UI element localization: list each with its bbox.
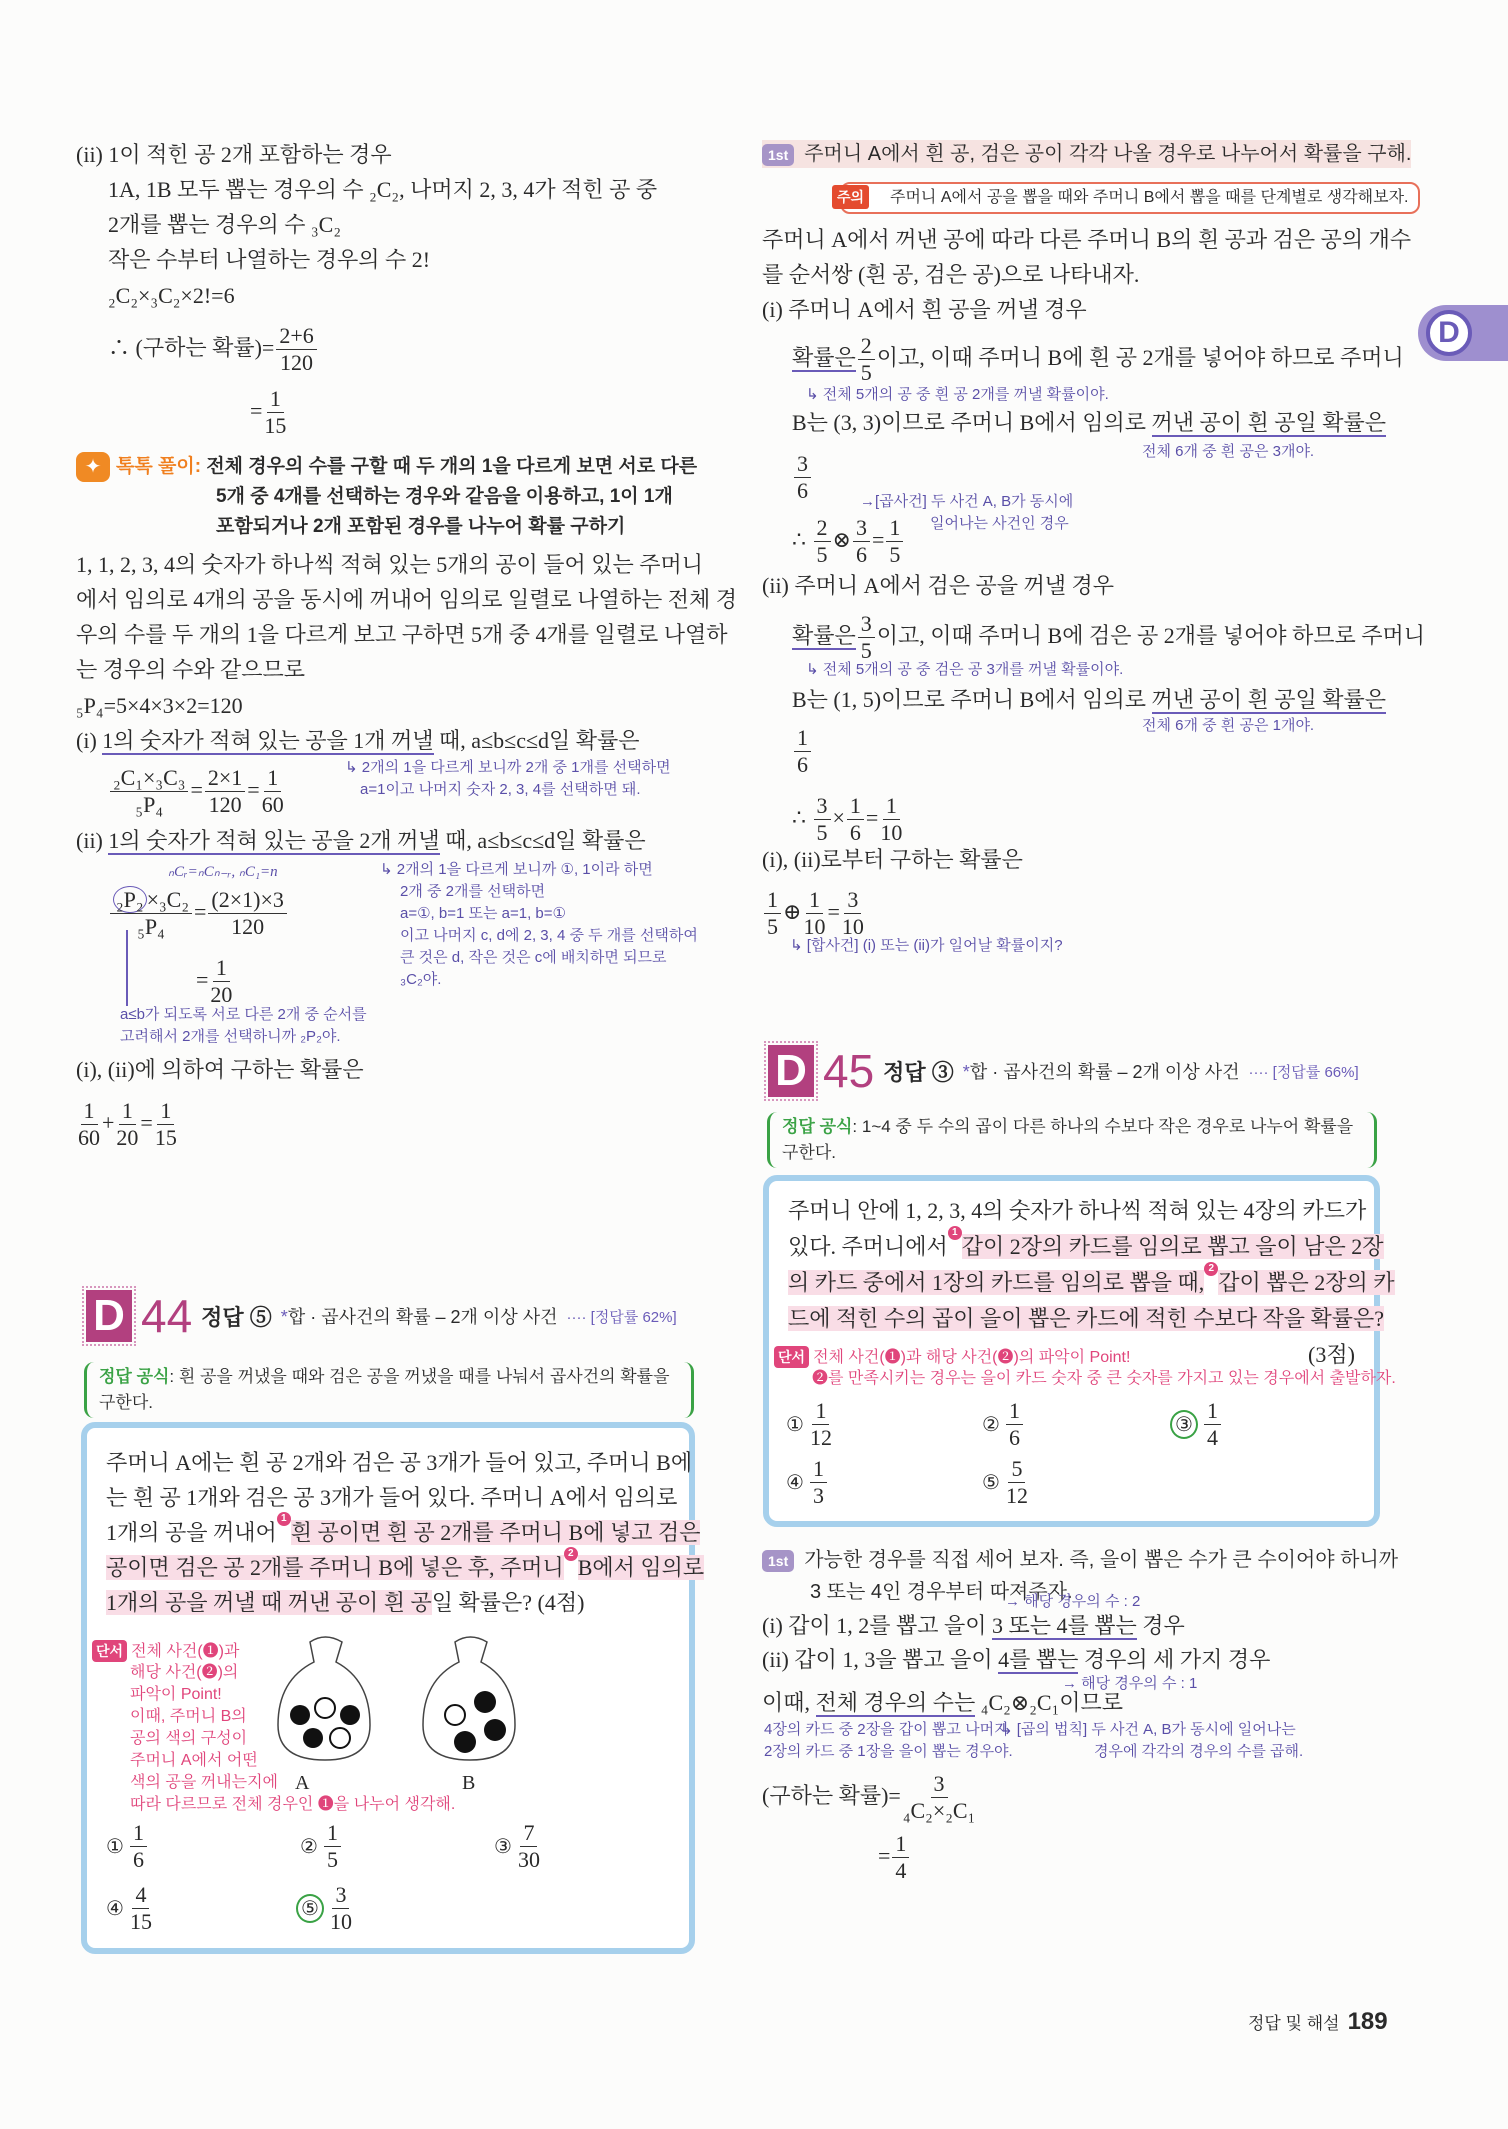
math-line: ₅P₄=5×4×3×2=120 xyxy=(76,693,243,718)
marker-1: 1 xyxy=(277,1512,291,1526)
final-sum: $\frac{1}{5}$ ⊕ $\frac{1}{10}$ = $\frac{3}{10}$ xyxy=(762,884,866,940)
case-ii-line: (ii) 1의 숫자가 적혀 있는 공을 2개 꺼낼 때, a≤b≤c≤d일 확률은 xyxy=(76,828,646,853)
text-line: 1A, 1B 모두 뽑는 경우의 수 ₂C₂, 나머지 2, 3, 4가 적힌 공 중 xyxy=(108,177,658,202)
annotation: 일어나는 사건인 경우 xyxy=(930,515,1069,532)
annotation: 큰 것은 d, 작은 것은 c에 배치하면 되므로 xyxy=(400,949,667,966)
probability-result: = $\frac{1}{15}$ xyxy=(250,386,287,439)
paragraph-line: 우의 수를 두 개의 1을 다르게 보고 구하면 5개 중 4개를 일렬로 나열하 xyxy=(76,622,728,647)
annotation: →[곱사건] 두 사건 A, B가 동시에 xyxy=(860,493,1074,510)
annotation: → 해당 경우의 수 : 1 xyxy=(1062,1675,1198,1692)
choice-5[interactable]: ⑤ 5 12 xyxy=(982,1456,1028,1508)
paragraph-line: 에서 임의로 4개의 공을 동시에 꺼내어 임의로 일렬로 나열하는 전체 경 xyxy=(76,587,738,612)
annotation: ↳ [곱의 법칙] 두 사건 A, B가 동시에 일어나는 xyxy=(1000,1721,1296,1738)
choice-2[interactable]: ② 1 5 xyxy=(300,1820,343,1873)
tip-line: 포함되거나 2개 포함된 경우를 나누어 확률 구하기 xyxy=(216,516,626,537)
section-badge: D xyxy=(86,1290,132,1342)
footer-label: 정답 및 해설 xyxy=(1248,2014,1340,2033)
bag-a-illustration xyxy=(270,1630,380,1770)
problem-line: 주머니 안에 1, 2, 3, 4의 숫자가 하나씩 적혀 있는 4장의 카드가 xyxy=(788,1198,1367,1223)
step-line: 3 또는 4인 경우부터 따져주자. xyxy=(810,1581,1073,1603)
choice-3[interactable]: ③ 7 30 xyxy=(494,1820,540,1872)
section-badge: D xyxy=(768,1045,814,1097)
fraction-line: $\frac{1}{6}$ xyxy=(792,722,813,778)
case-ii-formula: $\frac{\text{₂P₂ ×₃C₂}}{\text{₅P₄}}$ = $\frac{(2\times 1)\times 3}{120}$ xyxy=(108,882,289,942)
annotation: 이고 나머지 c, d에 2, 3, 4 중 두 개를 선택하여 xyxy=(400,927,698,944)
case-ii-heading: (ii) 주머니 A에서 검은 공을 꺼낼 경우 xyxy=(762,573,1115,598)
annotation: ↳ [합사건] (i) 또는 (ii)가 일어날 확률이지? xyxy=(790,937,1063,954)
text-line: 2개를 뽑는 경우의 수 ₃C₂ xyxy=(108,212,342,237)
hint-line: 파악이 Point! xyxy=(130,1686,222,1703)
annotation: → 해당 경우의 수 : 2 xyxy=(1005,1593,1141,1610)
choice-1[interactable]: ① 1 12 xyxy=(786,1398,832,1450)
hint-line: 공의 색의 구성이 xyxy=(130,1730,248,1747)
1st-tag: 1st xyxy=(762,1550,794,1572)
annotation: 전체 6개 중 흰 공은 3개야. xyxy=(1142,443,1315,460)
annotation: 4장의 카드 중 2장을 갑이 뽑고 나머지 xyxy=(764,1721,1009,1738)
annotation: ↳ 전체 5개의 공 중 흰 공 2개를 꺼낼 확률이야. xyxy=(806,386,1109,403)
bag-a-label: A xyxy=(295,1772,310,1794)
problem-line: 는 흰 공 1개와 검은 공 3개가 들어 있다. 주머니 A에서 임의로 xyxy=(106,1485,678,1510)
annotation: a≤b가 되도록 서로 다른 2개 중 순서를 xyxy=(120,1006,367,1023)
total-cases-line: 이때, 전체 경우의 수는 ₄C₂⊗₂C₁이므로 xyxy=(762,1690,1123,1715)
case-i-formula: $\frac{\text{₂C₁×₃C₃}}{\text{₅P₄}}$ = $\frac{2\times 1}{120}$ = $\frac{1}{60}$ xyxy=(108,760,286,820)
magic-wand-icon: ✦ xyxy=(76,452,110,482)
question-45-header xyxy=(768,1045,1359,1097)
caution-tag: 주의 xyxy=(832,185,869,209)
correct-rate: ···· [정답률 66%] xyxy=(1248,1063,1359,1081)
case-i-line: 확률은 $\frac{2}{5}$ 이고, 이때 주머니 B에 흰 공 2개를 넣어야 하므로 주머니 xyxy=(792,333,1404,386)
paragraph-line: 1, 1, 2, 3, 4의 숫자가 하나씩 적혀 있는 5개의 공이 들어 있는 주머니 xyxy=(76,552,704,577)
probability-line: (구하는 확률)= $\frac{3}{\text{₄C₂×₂C₁}}$ xyxy=(762,1771,976,1824)
hint-tag: 단서 xyxy=(774,1346,809,1368)
choice-4[interactable]: ④ 4 15 xyxy=(106,1882,152,1934)
case-i-line: (i) 갑이 1, 2를 뽑고 을이 3 또는 4를 뽑는 경우 xyxy=(762,1613,1185,1638)
paragraph-line: 는 경우의 수와 같으므로 xyxy=(76,657,306,682)
case-i-result: ∴ $\frac{2}{5}$ ⊗ $\frac{3}{6}$ = $\frac{1}{5}$ xyxy=(792,512,905,568)
annotation: 전체 6개 중 흰 공은 1개야. xyxy=(1142,717,1315,734)
chapter-tab-d[interactable]: D xyxy=(1418,305,1508,361)
bag-b-illustration xyxy=(415,1630,525,1770)
problem-line: 1개의 공을 꺼내어1흰 공이면 흰 공 2개를 주머니 B에 넣고 검은 xyxy=(106,1513,701,1545)
choice-1[interactable]: ① 1 6 xyxy=(106,1820,149,1873)
annotation: 경우에 각각의 경우의 수를 곱해. xyxy=(1094,1743,1304,1760)
case-ii-result: ∴ $\frac{3}{5}$ × $\frac{1}{6}$ = $\frac{1}{10}$ xyxy=(792,793,903,846)
annotation: ↳ 전체 5개의 공 중 검은 공 3개를 꺼낼 확률이야. xyxy=(806,661,1124,678)
annotation: 2장의 카드 중 1장을 을이 뽑는 경우야. xyxy=(764,1743,1013,1760)
case-i-heading: (i) 주머니 A에서 흰 공을 꺼낼 경우 xyxy=(762,297,1087,322)
fraction: $\frac{1}{15}$ xyxy=(264,386,287,439)
topic: *합 · 곱사건의 확률 – 2개 이상 사건 xyxy=(962,1062,1240,1082)
case-ii-heading: (ii) 1이 적힌 공 2개 포함하는 경우 xyxy=(76,142,392,167)
caution-box: 주의 주머니 A에서 공을 뽑을 때와 주머니 B에서 뽑을 때를 단계별로 생각해보자. xyxy=(840,182,1420,214)
final-sum: $\frac{1}{60}$ + $\frac{1}{20}$ = $\frac{1}{15}$ xyxy=(78,1098,177,1151)
choice-3-selected[interactable]: ③ 1 4 xyxy=(1170,1398,1223,1451)
hint-line: 따라 다르므로 전체 경우인 ❶을 나누어 생각해. xyxy=(130,1796,456,1813)
page-footer xyxy=(1248,2008,1388,2036)
1st-tag: 1st xyxy=(762,144,794,166)
answer: 정답 ⑤ xyxy=(201,1304,272,1330)
marker-2: 2 xyxy=(1204,1262,1218,1276)
probability-line xyxy=(108,320,319,376)
tip-section: ✦ 톡톡 풀이: 전체 경우의 수를 구할 때 두 개의 1을 다르게 보면 서로 다른 xyxy=(76,452,697,482)
hint-line: 해당 사건(❷)의 xyxy=(130,1664,239,1681)
probability-result: = $\frac{1}{4}$ xyxy=(878,1828,911,1884)
hint-line: 단서 전체 사건(❶)과 해당 사건(❷)의 파악이 Point! xyxy=(774,1346,1130,1369)
answer: 정답 ③ xyxy=(883,1059,954,1085)
question-44-header xyxy=(86,1290,677,1342)
choice-4[interactable]: ④ 1 3 xyxy=(786,1456,829,1509)
correct-rate: ···· [정답률 62%] xyxy=(566,1308,677,1326)
text-line: 작은 수부터 나열하는 경우의 수 2! xyxy=(108,247,431,272)
conclusion-line: (i), (ii)에 의하여 구하는 확률은 xyxy=(76,1057,364,1082)
problem-line: 1개의 공을 꺼낼 때 꺼낸 공이 흰 공일 확률은? (4점) xyxy=(106,1590,585,1615)
paragraph-line: 를 순서쌍 (흰 공, 검은 공)으로 나타내자. xyxy=(762,262,1140,287)
tip-line: 5개 중 4개를 선택하는 경우와 같음을 이용하고, 1이 1개 xyxy=(216,486,673,507)
annotation: ₃C₂야. xyxy=(400,971,442,988)
annotation: a=1이고 나머지 숫자 2, 3, 4를 선택하면 돼. xyxy=(360,781,641,798)
topic: *합 · 곱사건의 확률 – 2개 이상 사건 xyxy=(280,1307,558,1327)
case-ii-line: B는 (1, 5)이므로 주머니 B에서 임의로 꺼낸 공이 흰 공일 확률은 xyxy=(792,687,1387,712)
problem-line: 드에 적힌 수의 곱이 을이 뽑은 카드에 적힌 수보다 작을 확률은? xyxy=(788,1306,1385,1331)
problem-line: 주머니 A에는 흰 공 2개와 검은 공 3개가 들어 있고, 주머니 B에 xyxy=(106,1450,693,1475)
annotation: a=①, b=1 또는 a=1, b=① xyxy=(400,905,566,922)
case-ii-line: 확률은 $\frac{3}{5}$ 이고, 이때 주머니 B에 검은 공 2개를 넣어야 하므로 주머니 xyxy=(792,611,1425,664)
hint-tag: 단서 xyxy=(92,1640,127,1662)
paragraph-line: 주머니 A에서 꺼낸 공에 따라 다른 주머니 B의 흰 공과 검은 공의 개수 xyxy=(762,227,1412,252)
marker-1: 1 xyxy=(948,1226,962,1240)
hint-line: 주머니 A에서 어떤 xyxy=(130,1752,258,1769)
arrow-line xyxy=(126,930,128,1006)
annotation: ↳ 2개의 1을 다르게 보니까 ①, 1이라 하면 xyxy=(380,861,653,878)
conclusion-line: (i), (ii)로부터 구하는 확률은 xyxy=(762,847,1023,872)
case-i-line: B는 (3, 3)이므로 주머니 B에서 임의로 꺼낸 공이 흰 공일 확률은 xyxy=(792,410,1387,435)
annotation: 고려해서 2개를 선택하니까 ₂P₂야. xyxy=(120,1028,341,1045)
step-1st: 1st 주머니 A에서 흰 공, 검은 공이 각각 나올 경우로 나누어서 확률을 구해. xyxy=(762,140,1411,168)
question-number: 45 xyxy=(823,1045,875,1097)
formula-note: ₙCᵣ=ₙCₙ₋ᵣ, ₙC₁=n xyxy=(168,864,278,880)
problem-line: 공이면 검은 공 2개를 주머니 B에 넣은 후, 주머니2B에서 임의로 xyxy=(106,1548,705,1580)
choice-2[interactable]: ② 1 6 xyxy=(982,1398,1025,1451)
problem-line: 의 카드 중에서 1장의 카드를 임의로 뽑을 때,2갑이 뽑은 2장의 카 xyxy=(788,1263,1395,1295)
fraction-line: $\frac{3}{6}$ xyxy=(792,448,813,504)
page-number: 189 xyxy=(1347,2008,1388,2035)
hint-line: 이때, 주머니 B의 xyxy=(130,1708,247,1725)
case-i-line: (i) 1의 숫자가 적혀 있는 공을 1개 꺼낼 때, a≤b≤c≤d일 확률은 xyxy=(76,728,640,753)
case-ii-line: (ii) 갑이 1, 3을 뽑고 을이 4를 뽑는 경우의 세 가지 경우 xyxy=(762,1647,1271,1672)
annotation: ↳ 2개의 1을 다르게 보니까 2개 중 1개를 선택하면 xyxy=(345,759,671,776)
points: (3점) xyxy=(1308,1342,1355,1367)
step-1st: 1st 가능한 경우를 직접 세어 보자. 즉, 을이 뽑은 수가 큰 수이어야 하니까 xyxy=(762,1546,1398,1574)
question-number: 44 xyxy=(141,1290,193,1342)
fraction: $\frac{2+6}{120}$ xyxy=(276,323,316,376)
choice-5-selected[interactable]: ⑤ 3 10 xyxy=(296,1882,354,1935)
hint-line: 색의 공을 꺼내는지에 xyxy=(130,1774,278,1791)
annotation: 2개 중 2개를 선택하면 xyxy=(400,883,546,900)
hint-line: ❷를 만족시키는 경우는 을이 카드 숫자 중 큰 숫자를 가지고 있는 경우에서 출발하자. xyxy=(812,1370,1396,1387)
hint-line: 단서 전체 사건(❶)과 xyxy=(92,1640,239,1663)
marker-2: 2 xyxy=(564,1547,578,1561)
answer-formula: 정답 공식: 흰 공을 꺼냈을 때와 검은 공을 꺼냈을 때를 나눠서 곱사건의 확률을 구한다. xyxy=(84,1362,694,1418)
answer-formula: 정답 공식: 1~4 중 두 수의 곱이 다른 하나의 수보다 작은 경우로 나누어 확률을 구한다. xyxy=(767,1112,1377,1168)
problem-line: 있다. 주머니에서1갑이 2장의 카드를 임의로 뽑고 을이 남은 2장 xyxy=(788,1227,1384,1259)
bag-b-label: B xyxy=(462,1772,476,1794)
math-line: ₂C₂×₃C₂×2!=6 xyxy=(108,283,235,308)
case-ii-result: = $\frac{1}{20}$ xyxy=(196,955,233,1008)
text: ∴ (구하는 확률)= xyxy=(108,335,275,360)
